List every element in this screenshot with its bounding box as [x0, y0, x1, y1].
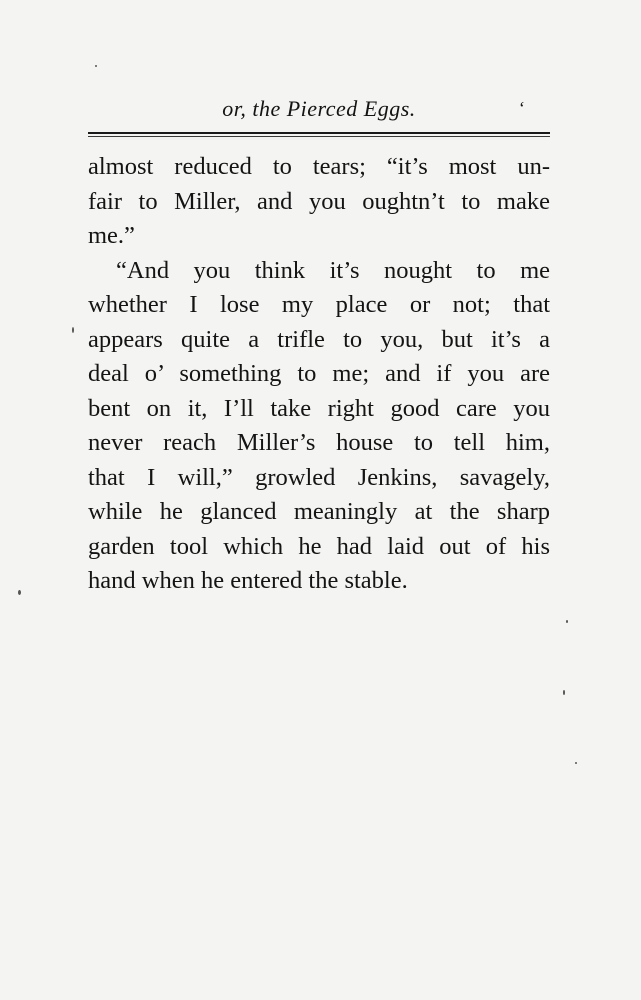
- scan-speck: [566, 620, 568, 623]
- text-line: deal o’ something to me; and if you are: [88, 360, 550, 387]
- text-line: while he glanced meaningly at the sharp: [88, 498, 550, 525]
- scan-speck: [18, 590, 21, 595]
- text-line: whether I lose my place or not; that: [88, 291, 550, 318]
- text-line: bent on it, I’ll take right good care you: [88, 394, 550, 422]
- text-line: fair to Miller, and you oughtn’t to make: [88, 187, 550, 215]
- head-rule-thin: [88, 136, 550, 137]
- text-line: “And you think it’s nought to me: [116, 256, 550, 284]
- text-line: never reach Miller’s house to tell him,: [88, 429, 550, 456]
- text-line: that I will,” growled Jenkins, savagely,: [88, 463, 550, 491]
- text-line: appears quite a trifle to you, but it’s a: [88, 325, 550, 353]
- paragraph-1: [88, 150, 550, 254]
- text-line: me.”: [88, 222, 135, 249]
- body-text: [88, 150, 550, 599]
- head-rule: [88, 132, 550, 134]
- scan-speck: [563, 690, 565, 695]
- scan-speck: [72, 327, 74, 333]
- paragraph-2: [88, 254, 550, 599]
- text-line: almost reduced to tears; “it’s most un-: [88, 153, 550, 180]
- scan-speck: [575, 762, 577, 764]
- head-mark: ‘: [518, 98, 524, 118]
- scan-speck: [95, 65, 97, 67]
- text-line: hand when he entered the stable.: [88, 567, 408, 594]
- running-head: or, the Pierced Eggs.: [222, 96, 416, 121]
- text-line: garden tool which he had laid out of his: [88, 532, 550, 560]
